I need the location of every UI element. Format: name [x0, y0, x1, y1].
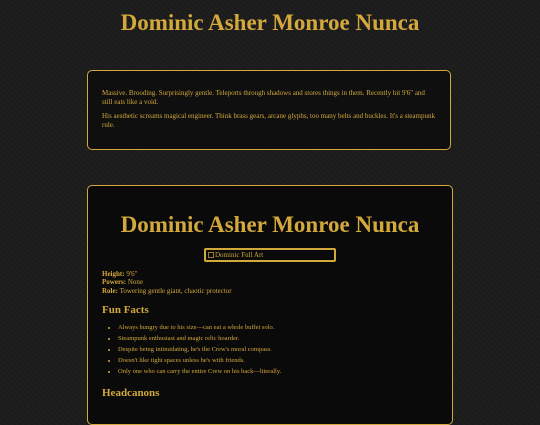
stat-height: [102, 270, 438, 278]
list-item: • Despite being intimidating, he's the Crew's moral compass.: [118, 345, 438, 356]
stat-role: [102, 287, 438, 295]
page-title: Dominic Asher Monroe Nunca: [120, 10, 420, 35]
stat-label: Role:: [102, 286, 118, 295]
stat-value: Towering gentle giant, chaotic protector: [119, 286, 232, 295]
stat-label: Height:: [102, 270, 125, 278]
image-alt-text: Dominic Full Art: [215, 251, 264, 259]
stat-powers: [102, 278, 438, 286]
fun-facts-heading: Fun Facts: [102, 304, 149, 317]
profile-title: Dominic Asher Monroe Nunca: [120, 212, 420, 237]
broken-image-icon: [208, 252, 214, 258]
list-item: • Steampunk enthusiast and magic relic hoarder.: [118, 334, 438, 345]
headcanons-heading: Headcanons: [102, 386, 160, 399]
intro-card: [87, 70, 451, 150]
list-item: • Only one who can carry the entire Crew on his back—literally.: [118, 367, 438, 378]
character-art-image: [204, 248, 336, 262]
profile-card: [87, 185, 453, 425]
intro-paragraph: His aesthetic screams magical engineer. Think brass gears, arcane glyphs, too many belts and buckles. It's a steampunk rule.: [102, 112, 435, 129]
stat-value: 9'6": [126, 270, 138, 278]
list-item: • Doesn't like tight spaces unless he's with friends.: [118, 356, 438, 367]
stats-block: [102, 270, 438, 295]
fun-facts-list: [102, 323, 438, 378]
stat-label: Powers:: [102, 278, 127, 287]
stat-value: None: [127, 278, 144, 287]
list-item: • Always hungry due to his size—can eat a whole buffet solo.: [118, 323, 438, 334]
intro-paragraph: Massive. Brooding. Surprisingly gentle. Teleports through shadows and stores things in them. Recently hit 9'6" and still eats like a void.: [102, 89, 425, 106]
